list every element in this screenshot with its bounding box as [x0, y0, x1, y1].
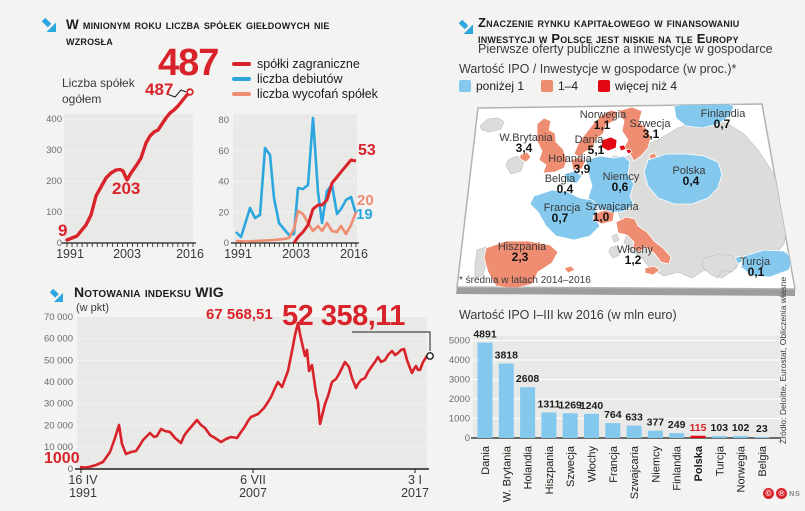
bar-Niemcy: [648, 431, 663, 438]
bar-val-text: 23: [756, 423, 768, 435]
legend-swatch-blue: [232, 77, 251, 82]
map-val-text: 1,0: [592, 210, 610, 224]
chart-wig: [75, 317, 433, 473]
ax-text: 40 000: [43, 377, 73, 388]
section-ipo-title: Wartość IPO I–III kw 2016 (w mln euro): [459, 308, 677, 322]
section-wig-title: Notowania indeksu WIG: [74, 284, 224, 300]
axd-text: 2016: [340, 247, 368, 261]
bar-cat-text: Szwajcaria: [629, 446, 642, 500]
wig-current-value: 52 358,11: [282, 300, 405, 332]
wig-peak-value: 67 568,51: [206, 306, 273, 323]
bar-Dania: [478, 343, 493, 438]
bar-cat-text: Holandia: [522, 446, 535, 490]
ax-text: 200: [46, 176, 62, 187]
bar-cat-text: Belgia: [756, 446, 769, 477]
ax-text: 20 000: [43, 420, 73, 432]
bar-cat-text: Dania: [480, 446, 492, 475]
map-val-text: 0,7: [551, 211, 569, 225]
chart-debuts-withdrawals: [231, 114, 359, 247]
map-val-text: 2,3: [511, 250, 529, 264]
bar-Hiszpania: [541, 412, 556, 438]
chart-companies-total: [62, 89, 196, 247]
bar-val-text: 4891: [473, 328, 497, 341]
endpoint-marker: [427, 353, 433, 359]
copyright-icon: ©: [763, 488, 774, 499]
legend-label: liczba debiutów: [257, 72, 343, 86]
bar-cat-text: Hiszpania: [543, 446, 556, 495]
map-val-text: 0,7: [713, 117, 731, 131]
copyright-badges: [763, 488, 800, 499]
section-europe-title: Znaczenie rynku kapitałowego w finansowaniu inwestycji w Polsce jest niskie na tle Europy: [478, 15, 740, 46]
bar-val-text: 3818: [494, 349, 518, 362]
agency-label: NS: [789, 489, 801, 498]
section-companies-title: W minionym roku liczba spółek giełdowych nie wzrosła: [66, 17, 330, 49]
end-label-53: 53: [358, 142, 376, 159]
chart-ipo-bars: [471, 329, 781, 503]
map-name-text: Belgia: [544, 173, 576, 185]
legend-item-withdrawals: [232, 87, 378, 101]
map-name-text: Włochy: [616, 244, 654, 256]
map-val-text: 0,4: [682, 174, 700, 188]
map-footnote: * średnia w latach 2014–2016: [459, 275, 591, 286]
section-arrow-icon: [40, 16, 59, 35]
section-arrow-icon: [48, 287, 66, 305]
axd-text: 16 IV: [68, 473, 98, 487]
map-val-text: 3,1: [642, 127, 660, 141]
legend-swatch-lightblue: [459, 80, 471, 92]
bar-cat-text: Norwegia: [735, 446, 748, 493]
map-name-text: W.Brytania: [499, 132, 553, 144]
bar-val-text: 633: [625, 411, 643, 424]
bar-cat-text: Turcja: [714, 446, 727, 477]
endpoint-marker: [187, 89, 193, 95]
bar-Finlandia: [669, 433, 684, 438]
ax-text: 80: [218, 115, 229, 126]
legend-swatch-red: [598, 80, 610, 92]
ax-text: 0: [464, 433, 470, 444]
bar-cat hl-text: Polska: [693, 446, 705, 482]
legend-label: poniżej 1: [476, 79, 525, 93]
ax-text: 60 000: [43, 333, 73, 345]
map-name-text: Hiszpania: [497, 241, 547, 253]
map-val-text: 1,2: [624, 253, 642, 267]
ax-text: 2000: [448, 394, 470, 405]
axd-text: 2003: [282, 247, 310, 261]
map-val-text: 1,1: [593, 118, 611, 132]
bar-Szwecja: [563, 413, 578, 438]
bar-cat-text: Niemcy: [650, 446, 663, 483]
axd-text: 1991: [224, 247, 252, 261]
measure-label: Wartość IPO / Inwestycje w gospodarce (w proc.)*: [459, 62, 737, 76]
point-label-487: 487: [145, 80, 174, 99]
axd-text: 6 VII: [240, 473, 266, 487]
point-label-203: 203: [112, 179, 141, 198]
legend-swatch-salmon: [232, 92, 251, 97]
bar-val-text: 377: [646, 416, 665, 429]
ax-text: 0: [223, 238, 229, 249]
legend-label: spółki zagraniczne: [257, 57, 360, 71]
legend-label: więcej niż 4: [615, 79, 678, 93]
end-label-20: 20: [357, 192, 374, 209]
wig-unit: (w pkt): [76, 302, 109, 314]
legend-item-foreign: [232, 57, 360, 71]
chart-axis-label: Liczba spółek ogółem: [62, 76, 135, 106]
ax-text: 5000: [448, 335, 470, 347]
section-arrow-icon: [457, 18, 476, 37]
map-legend-1to4: [541, 79, 578, 93]
bar-val-text: 764: [604, 409, 622, 422]
ax-text: 40: [218, 176, 229, 188]
bar-Turcja: [712, 436, 727, 438]
map-val-text: 3,9: [573, 162, 591, 176]
ax-text: 300: [46, 145, 62, 156]
bar-Francja: [605, 423, 620, 438]
ax-text: 100: [46, 207, 62, 218]
wig-start-value: 1000: [44, 450, 80, 467]
map-legend-above4: [598, 79, 677, 93]
bar-W. Brytania: [499, 364, 514, 438]
ax-text: 20: [218, 207, 229, 219]
bar-val hl-text: 115: [689, 421, 707, 434]
bar-Belgia: [754, 437, 769, 438]
bar-Norwegia: [733, 436, 748, 438]
legend-swatch-red: [232, 62, 251, 67]
ax-text: 0: [67, 464, 73, 475]
map-name-text: Szwecja: [629, 118, 671, 130]
bar-cat-text: Włochy: [586, 446, 599, 483]
map-name-text: Turcja: [739, 256, 771, 268]
map-val-text: 5,1: [587, 143, 605, 157]
ax-text: 400: [46, 114, 62, 125]
point-label-9: 9: [58, 221, 68, 240]
source-credit: Źródło: Deloitte, Eurostat, Obliczenia własne: [778, 276, 788, 444]
ax-text: 70 000: [43, 312, 73, 323]
ax-text: 3000: [448, 374, 470, 386]
axd-text: 2016: [176, 247, 204, 261]
map-name-text: Holandia: [548, 153, 592, 165]
axd-text: 1991: [56, 247, 84, 261]
bar-cat-text: W. Brytania: [501, 446, 514, 503]
map-val-text: 0,6: [611, 180, 629, 194]
europe-map: [456, 102, 795, 296]
bar-cat-text: Szwecja: [565, 446, 578, 487]
bar-val-text: 1311: [537, 398, 561, 411]
bar-Holandia: [520, 387, 535, 438]
bar-val-text: 249: [667, 419, 686, 432]
end-label-19: 19: [356, 206, 373, 223]
section-europe-subtitle: Pierwsze oferty publiczne a inwestycje w gospodarce: [478, 42, 773, 56]
axd-text: 1991: [69, 486, 97, 500]
axd-text: 2017: [401, 486, 429, 500]
legend-label: 1–4: [558, 79, 579, 93]
bar-cat-text: Francja: [607, 446, 620, 483]
big-value-487: 487: [158, 42, 219, 84]
bar-Włochy: [584, 414, 599, 438]
legend-label: liczba wycofań spółek: [257, 87, 378, 101]
ax-text: 30 000: [43, 398, 73, 410]
map-name-text: Norwegia: [579, 109, 627, 121]
bar-Polska: [691, 436, 706, 438]
bar-val-text: 2608: [515, 373, 540, 386]
map-name-text: Polska: [672, 165, 706, 177]
axd-text: 2003: [113, 247, 141, 261]
map-name-text: Niemcy: [602, 171, 640, 183]
axd-text: 2007: [239, 486, 267, 500]
bar-val-text: 1269: [558, 399, 582, 412]
phonogram-icon: ℗: [776, 488, 787, 499]
map-val-text: 3,4: [515, 141, 533, 155]
map-name-text: Finlandia: [700, 108, 746, 120]
bar-val-text: 1240: [579, 399, 604, 412]
ax-text: 0: [56, 238, 62, 249]
bar-val-text: 102: [731, 422, 750, 435]
axd-text: 3 I: [408, 473, 422, 487]
ax-text: 60: [218, 145, 229, 157]
ax-text: 10 000: [43, 442, 73, 453]
map-val-text: 0,1: [747, 265, 765, 279]
map-name-text: Szwajcaria: [585, 201, 639, 213]
legend-swatch-salmon: [541, 80, 553, 92]
map-name-text: Francja: [543, 202, 581, 214]
ax-text: 1000: [448, 413, 470, 425]
bar-val-text: 103: [710, 421, 729, 434]
map-val-text: 0,4: [556, 182, 574, 196]
legend-item-debuts: [232, 72, 342, 86]
map-name-text: Dania: [574, 134, 604, 146]
ax-text: 4000: [448, 355, 470, 366]
bar-cat-text: Finlandia: [671, 446, 684, 491]
map-legend-below1: [459, 79, 524, 93]
bar-Szwajcaria: [627, 426, 642, 438]
ax-text: 50 000: [43, 355, 73, 367]
